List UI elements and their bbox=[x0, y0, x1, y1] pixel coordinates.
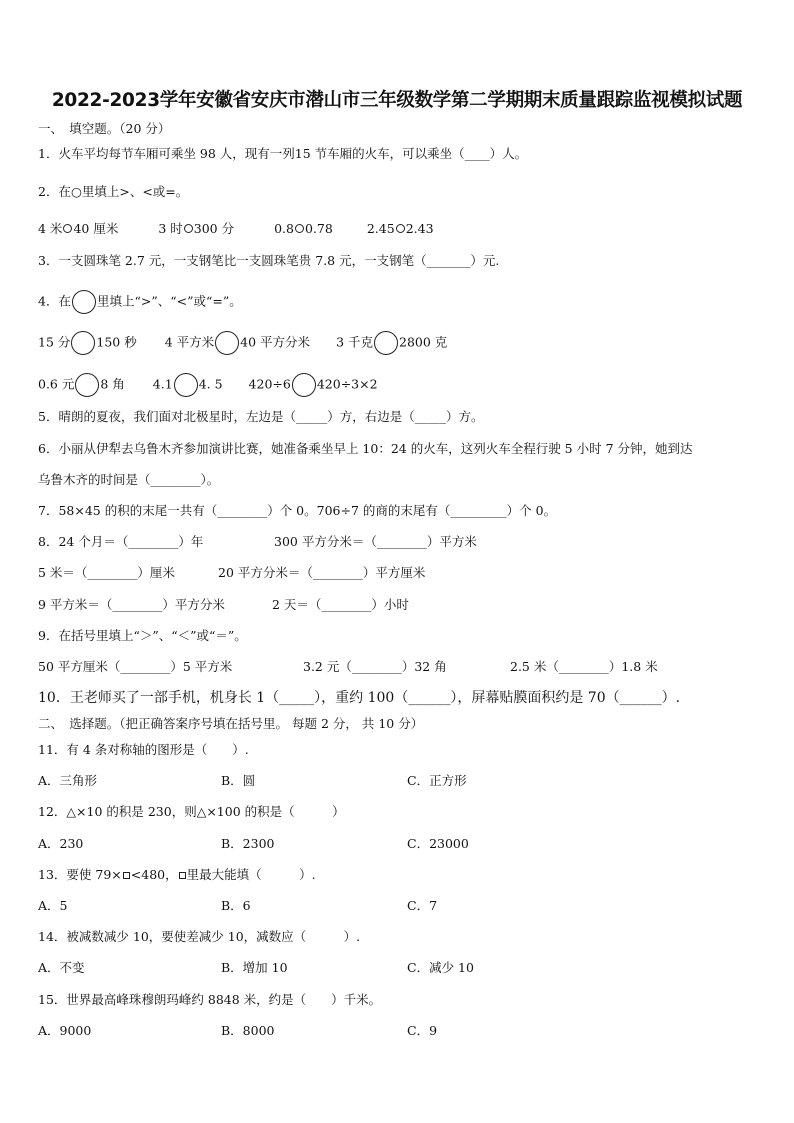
question-4-row-1: 15 分 150 秒 4 平方米 40 平方分米 3 千克 2800 克 bbox=[38, 331, 447, 355]
question-13: 13．要使 79× <480， 里最大能填（ ）. bbox=[38, 867, 316, 882]
question-14-option-c: C．减少 10 bbox=[407, 960, 474, 975]
question-13-option-a: A．5 bbox=[38, 898, 68, 913]
section-choice-heading: 二、 选择题。（把正确答案序号填在括号里。 每题 2 分， 共 10 分） bbox=[38, 716, 424, 731]
question-8-row-2: 5 米＝（________）厘米 20 平方分米＝（________）平方厘米 bbox=[38, 565, 426, 580]
question-8-row-3: 9 平方米＝（________）平方分米 2 天＝（________）小时 bbox=[38, 597, 409, 612]
question-10: 10．王老师买了一部手机，机身长 1（_____），重约 100（______），屏幕贴膜面积约是 70（______）. bbox=[38, 690, 681, 706]
compare-circle-icon bbox=[174, 373, 198, 397]
blank-square-icon bbox=[123, 872, 130, 879]
question-13-option-b: B．6 bbox=[221, 898, 251, 913]
question-14: 14．被减数减少 10，要使差减少 10，减数应（ ）. bbox=[38, 929, 361, 944]
compare-circle-icon bbox=[374, 331, 398, 355]
question-15-option-a: A．9000 bbox=[38, 1023, 92, 1038]
blank-square-icon bbox=[179, 872, 186, 879]
question-15: 15．世界最高峰珠穆朗玛峰约 8848 米，约是（ ）千米。 bbox=[38, 992, 382, 1007]
question-4-row-2: 0.6 元 8 角 4.1 4. 5 420÷6 420÷3×2 bbox=[38, 373, 378, 397]
compare-circle-icon bbox=[63, 224, 72, 233]
question-15-option-c: C．9 bbox=[407, 1023, 438, 1038]
question-4: 4．在 里填上“>”、“<”或“=”。 bbox=[38, 290, 242, 314]
question-11: 11．有 4 条对称轴的图形是（ ）. bbox=[38, 742, 249, 757]
question-7: 7．58×45 的积的末尾一共有（________）个 0。706÷7 的商的末尾有（_________）个 0。 bbox=[38, 503, 557, 518]
question-5: 5．晴朗的夏夜，我们面对北极星时，左边是（_____）方，右边是（_____）方。 bbox=[38, 409, 484, 424]
question-11-option-c: C．正方形 bbox=[407, 773, 467, 788]
question-13-option-c: C．7 bbox=[407, 898, 438, 913]
question-6-line-2: 乌鲁木齐的时间是（________）。 bbox=[38, 472, 220, 487]
compare-circle-icon bbox=[184, 224, 193, 233]
question-9-items: 50 平方厘米（________）5 平方米 3.2 元（________）32 角 2.5 米（________）1.8 米 bbox=[38, 659, 658, 674]
question-12: 12．△×10 的积是 230，则△×100 的积是（ ） bbox=[38, 804, 345, 819]
compare-circle-icon bbox=[72, 290, 96, 314]
page-title: 2022-2023学年安徽省安庆市潜山市三年级数学第二学期期末质量跟踪监视模拟试题 bbox=[51, 90, 743, 111]
compare-circle-icon bbox=[215, 331, 239, 355]
question-12-option-a: A．230 bbox=[38, 836, 84, 851]
question-15-option-b: B．8000 bbox=[221, 1023, 275, 1038]
compare-circle-icon bbox=[75, 373, 99, 397]
compare-circle-icon bbox=[292, 373, 316, 397]
compare-circle-icon bbox=[295, 224, 304, 233]
question-12-option-c: C．23000 bbox=[407, 836, 469, 851]
compare-circle-icon bbox=[71, 331, 95, 355]
question-1: 1．火车平均每节车厢可乘坐 98 人，现有一列15 节车厢的火车，可以乘坐（____）人。 bbox=[38, 146, 528, 161]
question-9: 9．在括号里填上“＞”、“＜”或“＝”。 bbox=[38, 628, 247, 643]
question-3: 3．一支圆珠笔 2.7 元，一支钢笔比一支圆珠笔贵 7.8 元，一支钢笔（_______）元. bbox=[38, 253, 500, 268]
question-11-option-b: B．圆 bbox=[221, 773, 256, 788]
question-8-row-1: 8．24 个月＝（________）年 300 平方分米＝（________）平方米 bbox=[38, 534, 477, 549]
compare-circle-icon bbox=[396, 224, 405, 233]
question-14-option-b: B．增加 10 bbox=[221, 960, 288, 975]
question-2: 2．在○里填上>、<或=。 bbox=[38, 184, 189, 199]
question-12-option-b: B．2300 bbox=[221, 836, 275, 851]
section-fill-blank-heading: 一、 填空题。（20 分） bbox=[38, 121, 171, 136]
question-14-option-a: A．不变 bbox=[38, 960, 85, 975]
question-6-line-1: 6．小丽从伊犁去乌鲁木齐参加演讲比赛，她准备乘坐早上 10：24 的火车，这列火车全程行驶 5 小时 7 分钟，她到达 bbox=[38, 441, 693, 456]
question-2-items: 4 米 40 厘米 3 时 300 分 0.8 0.78 2.45 2.43 bbox=[38, 221, 434, 236]
question-11-option-a: A．三角形 bbox=[38, 773, 98, 788]
